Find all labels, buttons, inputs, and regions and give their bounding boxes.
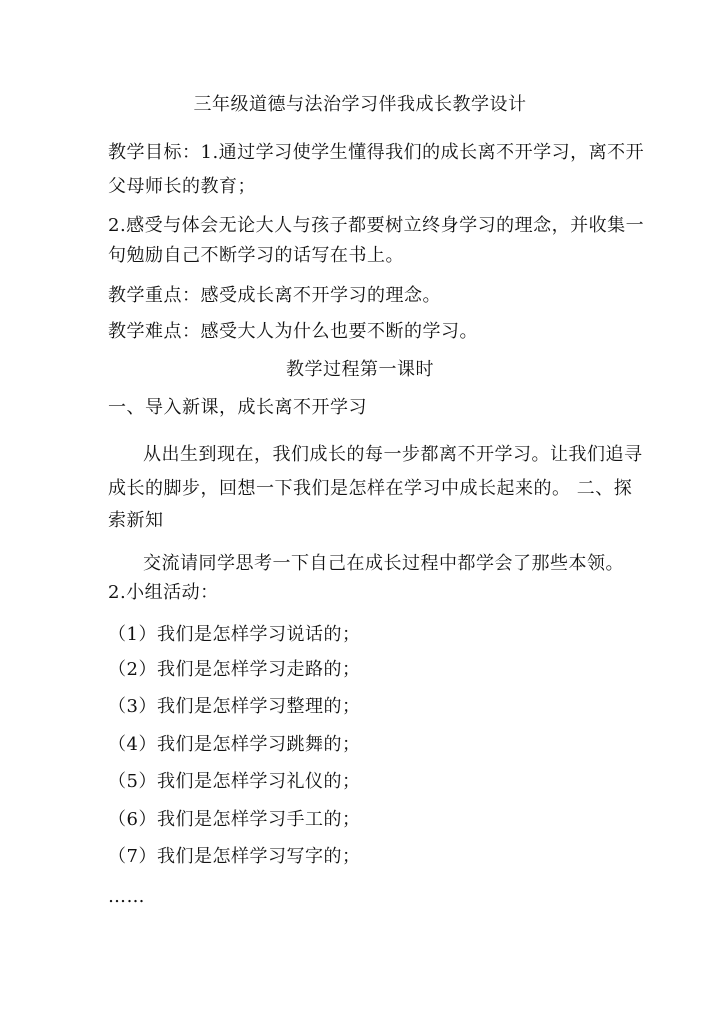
goal-line-2: 父母师长的教育； — [108, 176, 256, 197]
document-title: 三年级道德与法治学习伴我成长教学设计 — [193, 94, 527, 115]
goal2-line-1: 2.感受与体会无论大人与孩子都要树立终身学习的理念，并收集一 — [108, 215, 645, 236]
activity-item: （4）我们是怎样学习跳舞的； — [108, 734, 361, 755]
section-title: 教学过程第一课时 — [286, 359, 434, 380]
activity-item: （6）我们是怎样学习手工的； — [108, 809, 361, 830]
activity-item: （2）我们是怎样学习走路的； — [108, 659, 361, 680]
paragraph-1-line-3: 索新知 — [108, 510, 164, 531]
paragraph-2-line-1: 交流请同学思考一下自己在成长过程中都学会了那些本领。 — [143, 553, 624, 574]
activity-item: （7）我们是怎样学习写字的； — [108, 846, 361, 867]
activity-item: （3）我们是怎样学习整理的； — [108, 696, 361, 717]
activity-heading: 2.小组活动： — [108, 582, 219, 603]
paragraph-1-line-1: 从出生到现在，我们成长的每一步都离不开学习。让我们追寻 — [143, 444, 643, 465]
difficulty: 教学难点：感受大人为什么也要不断的学习。 — [108, 321, 478, 342]
part1-heading: 一、导入新课，成长离不开学习 — [108, 397, 367, 418]
activity-item: （5）我们是怎样学习礼仪的； — [108, 771, 361, 792]
key-point: 教学重点：感受成长离不开学习的理念。 — [108, 285, 441, 306]
ellipsis: …… — [108, 886, 145, 907]
goal2-line-2: 句勉励自己不断学习的话写在书上。 — [108, 245, 404, 266]
paragraph-1-line-2: 成长的脚步，回想一下我们是怎样在学习中成长起来的。 二、探 — [108, 478, 633, 499]
activity-item: （1）我们是怎样学习说话的； — [108, 624, 361, 645]
goal-line-1: 教学目标：1.通过学习使学生懂得我们的成长离不开学习，离不开 — [108, 142, 645, 163]
